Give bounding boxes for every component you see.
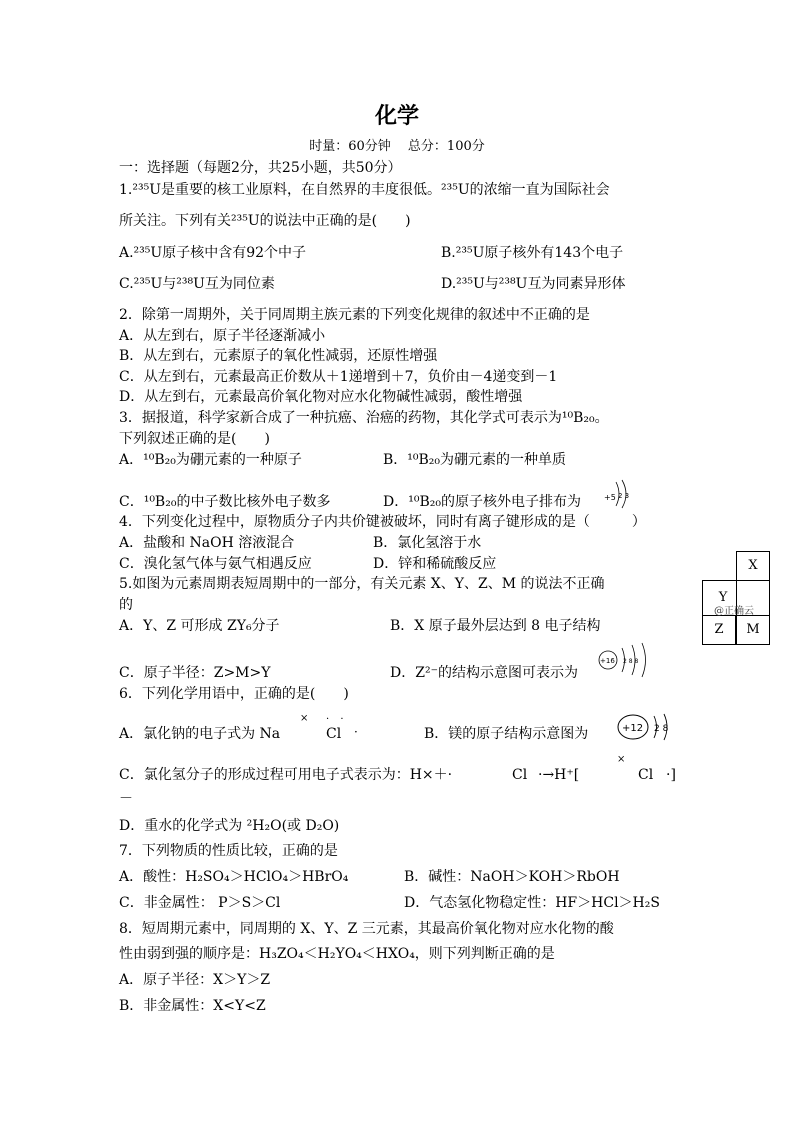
cell-m: M bbox=[736, 615, 770, 645]
q7-option-b: B．碱性：NaOH＞KOH＞RbOH bbox=[404, 869, 620, 885]
q6-c-chlorine-2: Cl bbox=[638, 767, 654, 783]
q6-option-c: C．氯化氢分子的形成过程可用电子式表示为：H×＋· bbox=[119, 767, 453, 783]
q3-option-c: C．¹⁰B₂₀的中子数比核外电子数多 bbox=[119, 494, 331, 510]
cell-z: Z bbox=[702, 615, 736, 645]
q5-stem-line2: 的 bbox=[119, 597, 133, 613]
q8-option-a: A．原子半径：X＞Y＞Z bbox=[119, 972, 271, 988]
q3-option-b: B．¹⁰B₂₀为硼元素的一种单质 bbox=[383, 452, 567, 468]
mg-shell-label: 2 8 bbox=[654, 724, 669, 734]
q7-option-c: C．非金属性： P＞S＞Cl bbox=[119, 895, 281, 911]
q3-option-a: A．¹⁰B₂₀为硼元素的一种原子 bbox=[119, 452, 302, 468]
q6-stem: 6．下列化学用语中，正确的是( ) bbox=[119, 686, 349, 702]
electron-dot-right: · bbox=[354, 725, 358, 739]
q6-a-chlorine: Cl bbox=[326, 726, 342, 742]
q5-option-b: B．X 原子最外层达到 8 电子结构 bbox=[390, 618, 601, 634]
q1-option-c: C.²³⁵U与²³⁸U互为同位素 bbox=[119, 276, 275, 292]
q4-option-a: A．盐酸和 NaOH 溶液混合 bbox=[119, 535, 295, 551]
q6-c-arrow: ·→H⁺[ bbox=[538, 767, 580, 783]
q1-option-b: B.²³⁵U原子核外有143个电子 bbox=[441, 245, 624, 261]
section-heading: 一：选择题（每题2分，共25小题，共50分） bbox=[119, 160, 402, 176]
boron-structure-diagram bbox=[600, 474, 634, 514]
electron-dots-top: · · bbox=[326, 714, 348, 725]
z-nucleus-label: +16 bbox=[600, 657, 615, 665]
q5-option-c: C．原子半径：Z>M>Y bbox=[119, 665, 271, 681]
q7-option-d: D．气态氢化物稳定性：HF＞HCl＞H₂S bbox=[404, 895, 660, 911]
q7-option-a: A．酸性：H₂SO₄＞HClO₄＞HBrO₄ bbox=[119, 869, 349, 885]
electron-cross-2: × bbox=[617, 754, 626, 765]
q6-c-chlorine: Cl bbox=[512, 767, 528, 783]
cell-y: Y bbox=[718, 590, 728, 605]
q5-option-a: A．Y、Z 可形成 ZY₆分子 bbox=[119, 618, 280, 634]
q1-stem-line1: 1.²³⁵U是重要的核工业原料，在自然界的丰度很低。²³⁵U的浓缩一直为国际社会 bbox=[119, 182, 610, 198]
q6-c-charge: － bbox=[119, 791, 133, 807]
q4-option-b: B．氯化氢溶于水 bbox=[373, 535, 482, 551]
q6-option-d: D．重水的化学式为 ²H₂O(或 D₂O) bbox=[119, 818, 340, 834]
electron-cross: × bbox=[300, 713, 309, 724]
q1-option-d: D.²³⁵U与²³⁸U互为同素异形体 bbox=[441, 276, 626, 292]
table-border bbox=[702, 580, 703, 645]
z-shell-label: 2 8 8 bbox=[623, 658, 639, 665]
q6-option-b: B．镁的原子结构示意图为 bbox=[424, 726, 589, 742]
q3-stem-line1: 3．据报道，科学家新合成了一种抗癌、治癌的药物，其化学式可表示为¹⁰B₂₀。 bbox=[119, 410, 609, 426]
q8-stem-line1: 8．短周期元素中，同周期的 X、Y、Z 三元素，其最高价氧化物对应水化物的酸 bbox=[119, 921, 614, 937]
q8-option-b: B．非金属性：X<Y<Z bbox=[119, 998, 266, 1014]
q5-option-d: D．Z²⁻的结构示意图可表示为 bbox=[390, 665, 578, 681]
q3-stem-line2: 下列叙述正确的是( ) bbox=[119, 431, 270, 447]
q3-option-d: D．¹⁰B₂₀的原子核外电子排布为 bbox=[383, 494, 581, 510]
q8-stem-line2: 性由弱到强的顺序是：H₃ZO₄＜H₂YO₄＜HXO₄，则下列判断正确的是 bbox=[119, 946, 555, 962]
q5-stem-line1: 5.如图为元素周期表短周期中的一部分，有关元素 X、Y、Z、M 的说法不正确 bbox=[119, 576, 605, 592]
q2-option-a: A．从左到右，原子半径逐渐减小 bbox=[119, 328, 326, 344]
q1-option-a: A.²³⁵U原子核中含有92个中子 bbox=[119, 245, 307, 261]
sulfide-ion-structure-diagram bbox=[596, 640, 658, 680]
mg-nucleus-label: +12 bbox=[622, 723, 644, 734]
page-title: 化学 bbox=[374, 103, 419, 129]
b-shell-label: 2 3 bbox=[618, 492, 630, 500]
b-nucleus-label: +5 bbox=[604, 493, 616, 502]
q4-option-c: C．溴化氢气体与氨气相遇反应 bbox=[119, 556, 312, 572]
cell-x: X bbox=[736, 551, 770, 581]
q7-stem: 7．下列物质的性质比较，正确的是 bbox=[119, 843, 338, 859]
watermark: @正确云 bbox=[714, 606, 754, 617]
q6-c-end: ·] bbox=[666, 767, 676, 783]
q2-option-d: D．从左到右，元素最高价氧化物对应水化物碱性减弱，酸性增强 bbox=[119, 389, 523, 405]
q4-option-d: D．锌和稀硫酸反应 bbox=[373, 556, 497, 572]
q2-stem: 2．除第一周期外，关于同周期主族元素的下列变化规律的叙述中不正确的是 bbox=[119, 307, 590, 323]
magnesium-structure-diagram bbox=[612, 710, 680, 744]
exam-meta: 时量：60分钟 总分：100分 bbox=[309, 139, 485, 154]
q1-stem-line2: 所关注。下列有关²³⁵U的说法中正确的是( ) bbox=[119, 213, 411, 229]
q2-option-c: C．从左到右，元素最高正价数从＋1递增到＋7，负价由－4递变到－1 bbox=[119, 369, 558, 385]
q6-option-a: A．氯化钠的电子式为 Na bbox=[119, 726, 281, 742]
q2-option-b: B．从左到右，元素原子的氧化性减弱，还原性增强 bbox=[119, 348, 438, 364]
q4-stem: 4．下列变化过程中，原物质分子内共价键被破坏，同时有离子键形成的是（ ） bbox=[119, 514, 646, 530]
